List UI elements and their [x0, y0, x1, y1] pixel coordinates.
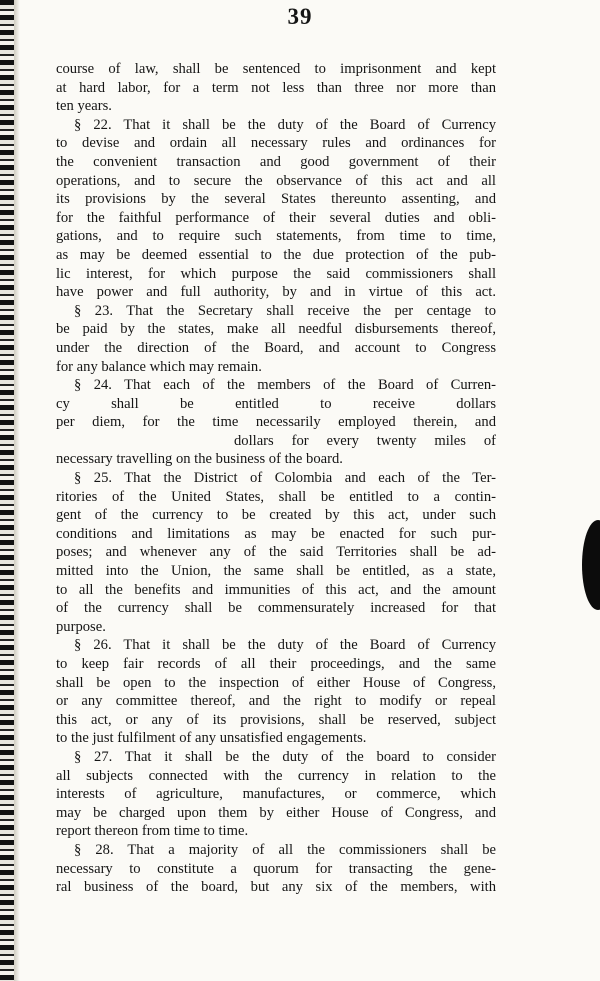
text-line: § 22. That it shall be the duty of the Board of Currency	[74, 116, 496, 133]
text-line: to keep fair records of all their proceedings, and the same	[56, 656, 496, 672]
text-line: shall be open to the inspection of either House of Congress,	[56, 674, 496, 691]
text-line: dollars for every twenty miles of	[234, 432, 496, 449]
text-line: the convenient transaction and good government of their	[56, 153, 496, 170]
text-line: necessary travelling on the business of the board.	[56, 451, 343, 468]
text-line: all subjects connected with the currency in relation to the	[56, 767, 496, 784]
text-line: § 26. That it shall be the duty of the Board of Currency	[74, 637, 496, 654]
text-line: lic interest, for which purpose the said commissioners shall	[56, 265, 496, 282]
page-edge-tab	[582, 520, 600, 610]
text-line: under the direction of the Board, and account to Congress	[56, 339, 496, 356]
text-line: § 24. That each of the members of the Board of Curren-	[74, 377, 496, 394]
text-line: § 27. That it shall be the duty of the board to consider	[74, 748, 496, 765]
text-line: ten years.	[56, 98, 112, 115]
text-line: to the just fulfilment of any unsatisfied engagements.	[56, 730, 367, 747]
text-line: may be charged upon them by either House of Congress, and	[56, 804, 496, 821]
text-line: ral business of the board, but any six of the members, with	[56, 879, 496, 896]
text-line: of the currency shall be commensurately increased for that	[56, 600, 496, 617]
text-line: to devise and ordain all necessary rules and ordinances for	[56, 135, 496, 152]
text-line: per diem, for the time necessarily employed therein, and	[56, 414, 496, 431]
page-number: 39	[287, 4, 313, 29]
text-line: § 25. That the District of Colombia and each of the Ter-	[74, 470, 496, 487]
text-line: course of law, shall be sentenced to imprisonment and kept	[56, 61, 496, 77]
text-line: cy shall be entitled to receive dollars	[56, 395, 496, 412]
text-line: operations, and to secure the observance of this act and all	[56, 172, 496, 189]
text-line: interests of agriculture, manufactures, or commerce, which	[56, 786, 496, 803]
text-line: have power and full authority, by and in virtue of this act.	[56, 284, 496, 301]
text-line: § 28. That a majority of all the commissioners shall be	[74, 841, 496, 858]
text-line: this act, or any of its provisions, shall be reserved, subject	[56, 711, 496, 728]
text-line: purpose.	[56, 618, 106, 635]
text-line: gations, and to require such statements, from time to time,	[56, 228, 496, 245]
text-line: for any balance which may remain.	[56, 358, 262, 375]
binding-shadow	[14, 0, 20, 981]
book-binding-edge	[0, 0, 14, 981]
text-line: its provisions by the several States thereunto assenting, and	[56, 191, 496, 208]
text-line: necessary to constitute a quorum for transacting the gene-	[56, 860, 496, 877]
text-line: conditions and limitations as may be enacted for such pur-	[56, 525, 496, 542]
text-line: poses; and whenever any of the said Territories shall be ad-	[56, 544, 496, 561]
text-line: be paid by the states, make all needful disbursements thereof,	[56, 321, 496, 338]
text-line: ritories of the United States, shall be entitled to a contin-	[56, 488, 496, 505]
text-line: or any committee thereof, and the right to modify or repeal	[56, 693, 496, 710]
text-line: mitted into the Union, the same shall be entitled, as a state,	[56, 563, 496, 580]
text-line: gent of the currency to be created by this act, under such	[56, 507, 496, 524]
text-line: as may be deemed essential to the due protection of the pub-	[56, 246, 496, 263]
text-line: report thereon from time to time.	[56, 823, 249, 840]
text-line: § 23. That the Secretary shall receive the per centage to	[74, 302, 496, 319]
text-line: for the faithful performance of their several duties and obli-	[56, 209, 496, 226]
text-line: at hard labor, for a term not less than three nor more than	[56, 79, 496, 96]
text-line: to all the benefits and immunities of this act, and the amount	[56, 581, 496, 598]
body-text	[56, 60, 496, 897]
